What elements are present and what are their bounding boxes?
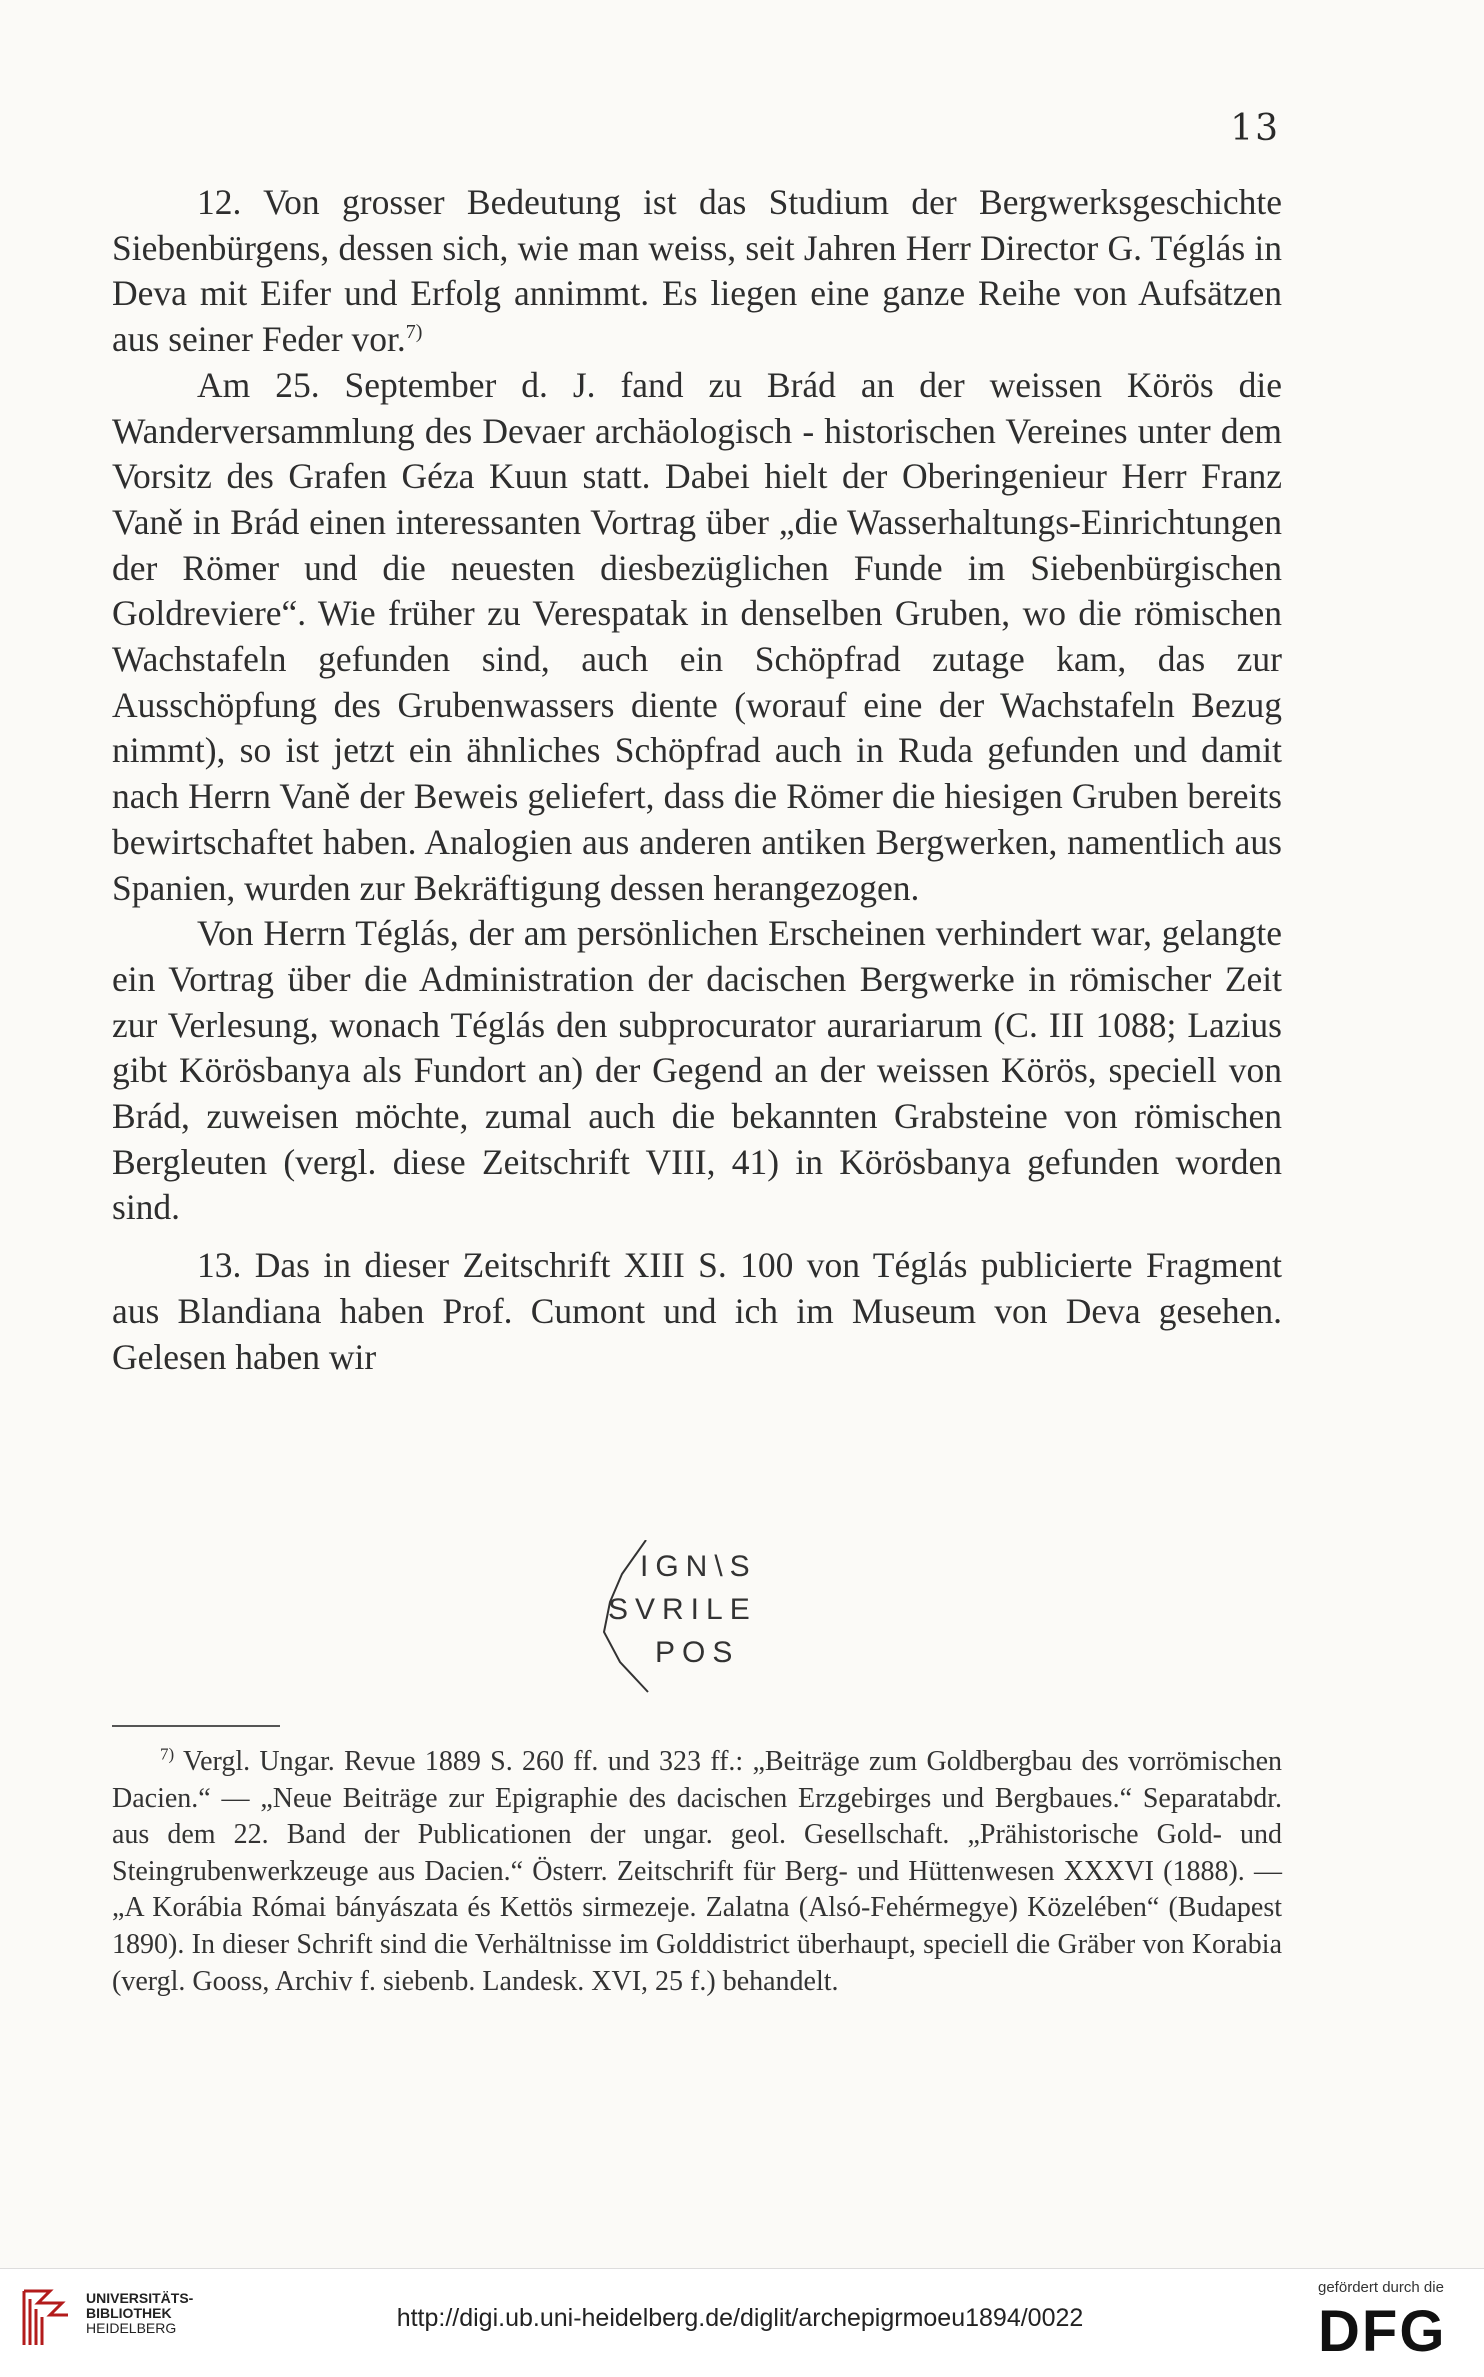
- paragraph-brad-meeting: Am 25. September d. J. fand zu Brád an der weissen Körös die Wanderversammlung des Devaer archäologisch - historischen Vereines unter dem Vorsitz des Grafen Géza Kuun statt. Dabei hielt der Oberingenieur Herr Franz Vaně in Brád einen interessanten Vortrag über „die Wasserhaltungs-Einrichtungen der Römer und die neuesten diesbezüglichen Funde im Siebenbürgischen Goldreviere“. Wie früher zu Verespatak in denselben Gruben, wo die römischen Wachstafeln gefunden sind, auch ein Schöpfrad zutage kam, das zur Ausschöpfung des Grubenwassers diente (worauf eine der Wachstafeln Bezug nimmt), so ist jetzt ein ähnliches Schöpfrad auch in Ruda gefunden und damit nach Herrn Vaně der Beweis geliefert, dass die Römer die hiesigen Gruben bereits bewirtschaftet haben. Analogien aus anderen antiken Bergwerken, namentlich aus Spanien, wurden zur Bekräftigung dessen herangezogen.: [112, 364, 1282, 908]
- paragraph-13: 13. Das in dieser Zeitschrift XIII S. 100 von Téglás publicierte Fragment aus Blandiana haben Prof. Cumont und ich im Museum von Deva gesehen. Gelesen haben wir: [112, 1245, 1282, 1377]
- footnote-marker: 7): [160, 1744, 175, 1764]
- dfg-logo[interactable]: DFG: [1318, 2299, 1447, 2364]
- body-text: [112, 180, 1282, 1380]
- footnote-reference[interactable]: 7): [405, 321, 423, 344]
- paragraph-12: 12. Von grosser Bedeutung ist das Studium der Bergwerksgeschichte Siebenbürgens, dessen sich, wie man weiss, seit Jahren Herr Director G. Téglás in Deva mit Eifer und Erfolg annimmt. Es liegen eine ganze Reihe von Aufsätzen aus seiner Feder vor.$^{7)}$: [112, 182, 1282, 360]
- funding-caption: gefördert durch die: [1318, 2279, 1444, 2296]
- university-library-logo-icon[interactable]: [16, 2283, 76, 2353]
- footnotes: [112, 1744, 1282, 2000]
- footnote-separator: [112, 1725, 280, 1727]
- inscription-line-2: SVRILE: [608, 1593, 757, 1626]
- inscription-fragment: [598, 1540, 798, 1710]
- permalink-url[interactable]: http://digi.ub.uni-heidelberg.de/diglit/archepigrmoeu1894/0022: [396, 2304, 1084, 2332]
- footnote-7: $^{7)}$ Vergl. Ungar. Revue 1889 S. 260 ff. und 323 ff.: „Beiträge zum Goldbergbau des vorrömischen Dacien.“ — „Neue Beiträge zur Epigraphie des dacischen Erzgebirges und Bergbaues.“ Separatabdr. aus dem 22. Band der Publicationen der ungar. geol. Gesellschaft. „Prähistorische Gold- und Steingrubenwerkzeuge aus Dacien.“ Österr. Zeitschrift für Berg- und Hüttenwesen XXXVI (1888). — „A Korábia Római bányászata és Kettös sirmezeje. Zalatna (Alsó-Fehérmegye) Közelében“ (Budapest 1890). In dieser Schrift sind die Verhältnisse im Golddistrict überhaupt, speciell die Gräber von Korabia (vergl. Gooss, Archiv f. siebenb. Landesk. XVI, 25 f.) behandelt.: [112, 1744, 1283, 1997]
- inscription-line-3: POS: [655, 1636, 740, 1669]
- paragraph-teglas-lecture: Von Herrn Téglás, der am persönlichen Erscheinen verhindert war, gelangte ein Vortrag über die Administration der dacischen Bergwerke in römischer Zeit zur Verlesung, wonach Téglás den subprocurator aurariarum (C. III 1088; Lazius gibt Körösbanya als Fundort an) der Gegend an der weissen Körös, speciell von Brád, zuweisen möchte, zumal auch die bekannten Grabsteine von römischen Bergleuten (vergl. diese Zeitschrift VIII, 41) in Körösbanya gefunden worden sind.: [112, 913, 1282, 1228]
- inscription-line-1: IGN\S: [640, 1550, 757, 1583]
- page-number: 13: [1230, 108, 1280, 149]
- university-library-name: UNIVERSITÄTS- BIBLIOTHEK HEIDELBERG: [86, 2290, 194, 2336]
